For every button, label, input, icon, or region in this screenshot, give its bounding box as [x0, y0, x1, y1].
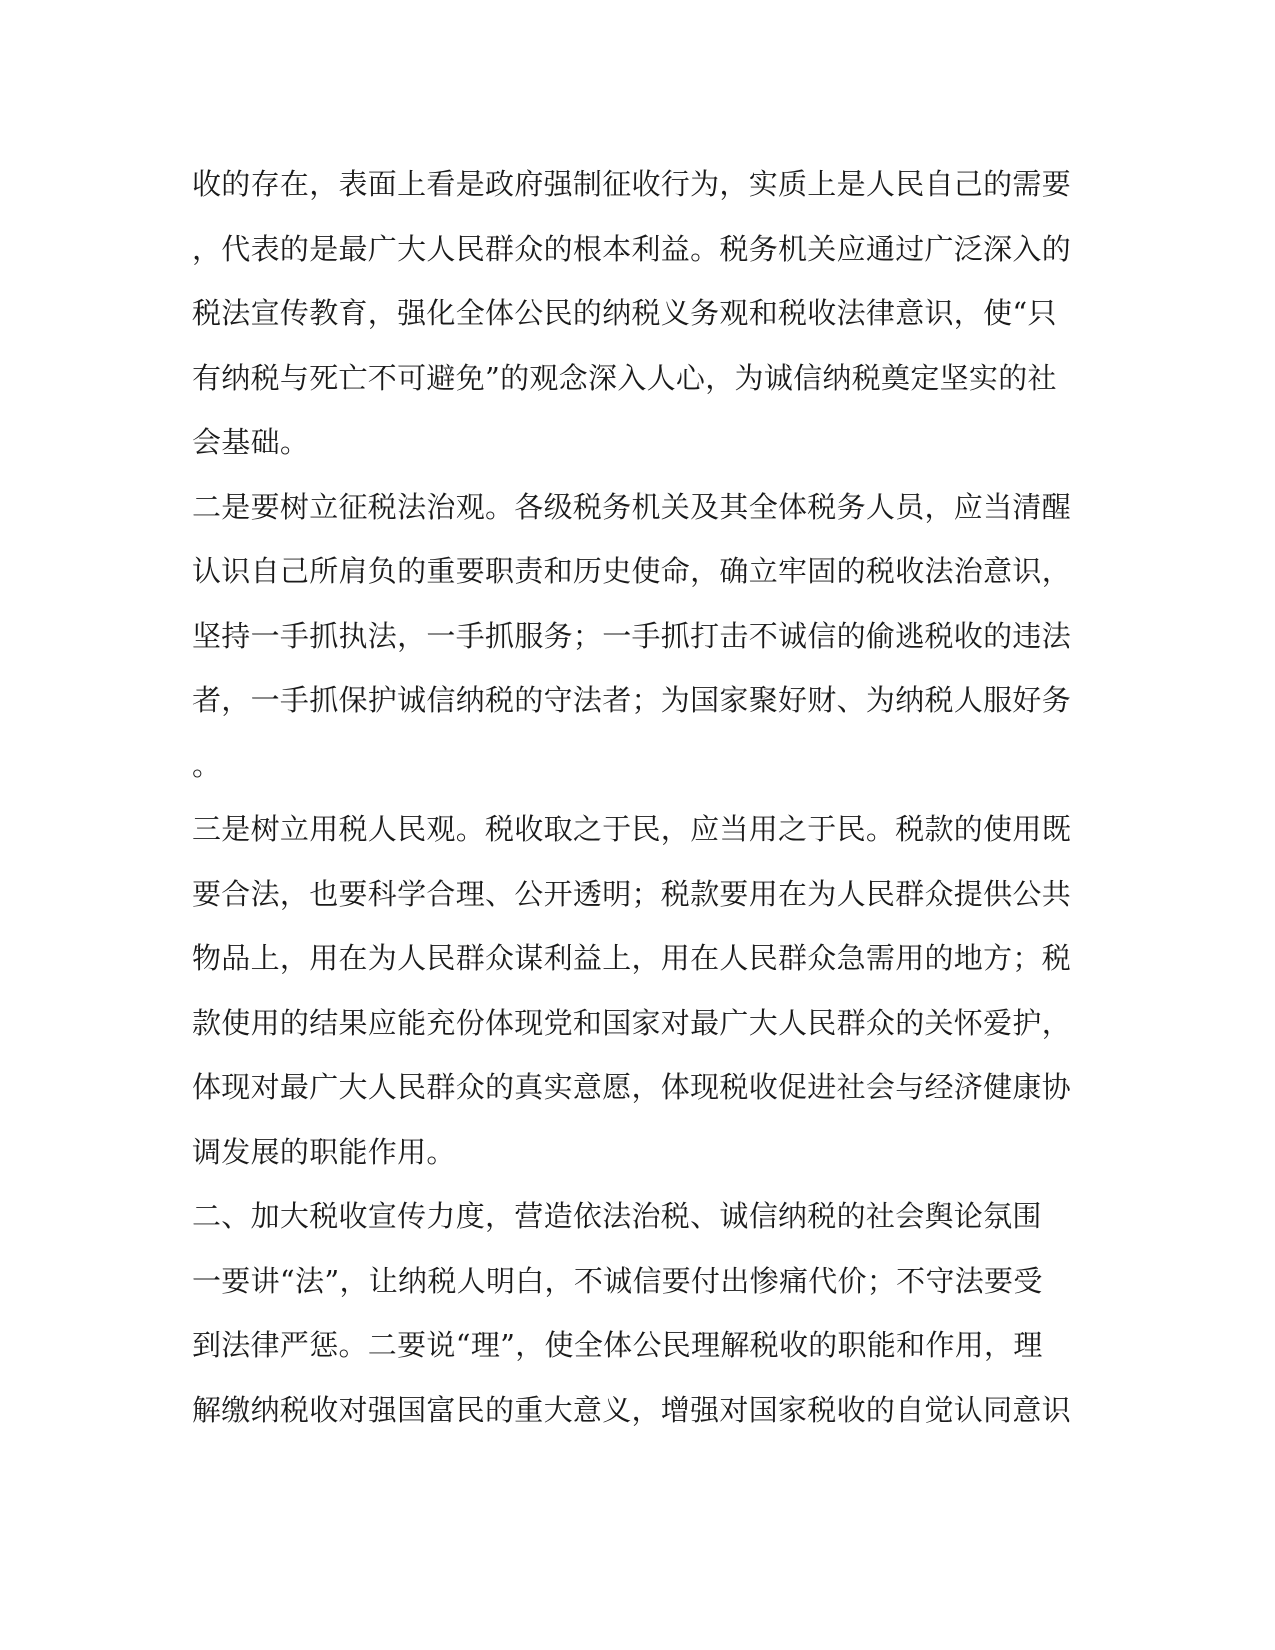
section-heading: 二、加大税收宣传力度，营造依法治税、诚信纳税的社会舆论氛围	[192, 1199, 1042, 1233]
text-line: 税法宣传教育，强化全体公民的纳税义务观和税收法律意识，使“只	[192, 296, 1057, 330]
text-line: 认识自己所肩负的重要职责和历史使命，确立牢固的税收法治意识，	[192, 554, 1072, 588]
text-line: 二是要树立征税法治观。各级税务机关及其全体税务人员，应当清醒	[192, 489, 1072, 524]
text-line: 款使用的结果应能充份体现党和国家对最广大人民群众的关怀爱护，	[192, 1005, 1072, 1040]
text-line: 有纳税与死亡不可避免”的观念深入人心，为诚信纳税奠定坚实的社	[192, 360, 1057, 395]
text-line: 要合法，也要科学合理、公开透明；税款要用在为人民群众提供公共	[192, 876, 1072, 911]
text-line: 坚持一手抓执法，一手抓服务；一手抓打击不诚信的偷逃税收的违法	[192, 618, 1072, 653]
text-line: ，代表的是最广大人民群众的根本利益。税务机关应通过广泛深入的	[192, 231, 1072, 266]
text-line: 调发展的职能作用。	[192, 1134, 456, 1169]
text-line: 。	[192, 747, 222, 782]
text-line: 到法律严惩。二要说“理”，使全体公民理解税收的职能和作用，理	[192, 1328, 1043, 1362]
text-line: 解缴纳税收对强国富民的重大意义，增强对国家税收的自觉认同意识	[192, 1392, 1072, 1427]
body-text	[192, 152, 1072, 1442]
text-line: 者，一手抓保护诚信纳税的守法者；为国家聚好财、为纳税人服好务	[192, 683, 1072, 717]
text-line: 三是树立用税人民观。税收取之于民，应当用之于民。税款的使用既	[192, 812, 1072, 846]
text-line: 一要讲“法”，让纳税人明白，不诚信要付出惨痛代价；不守法要受	[192, 1263, 1043, 1298]
text-line: 体现对最广大人民群众的真实意愿，体现税收促进社会与经济健康协	[192, 1070, 1072, 1104]
text-line: 收的存在，表面上看是政府强制征收行为，实质上是人民自己的需要	[192, 167, 1072, 201]
text-line: 物品上，用在为人民群众谋利益上，用在人民群众急需用的地方；税	[192, 941, 1072, 975]
text-line: 会基础。	[192, 425, 310, 459]
